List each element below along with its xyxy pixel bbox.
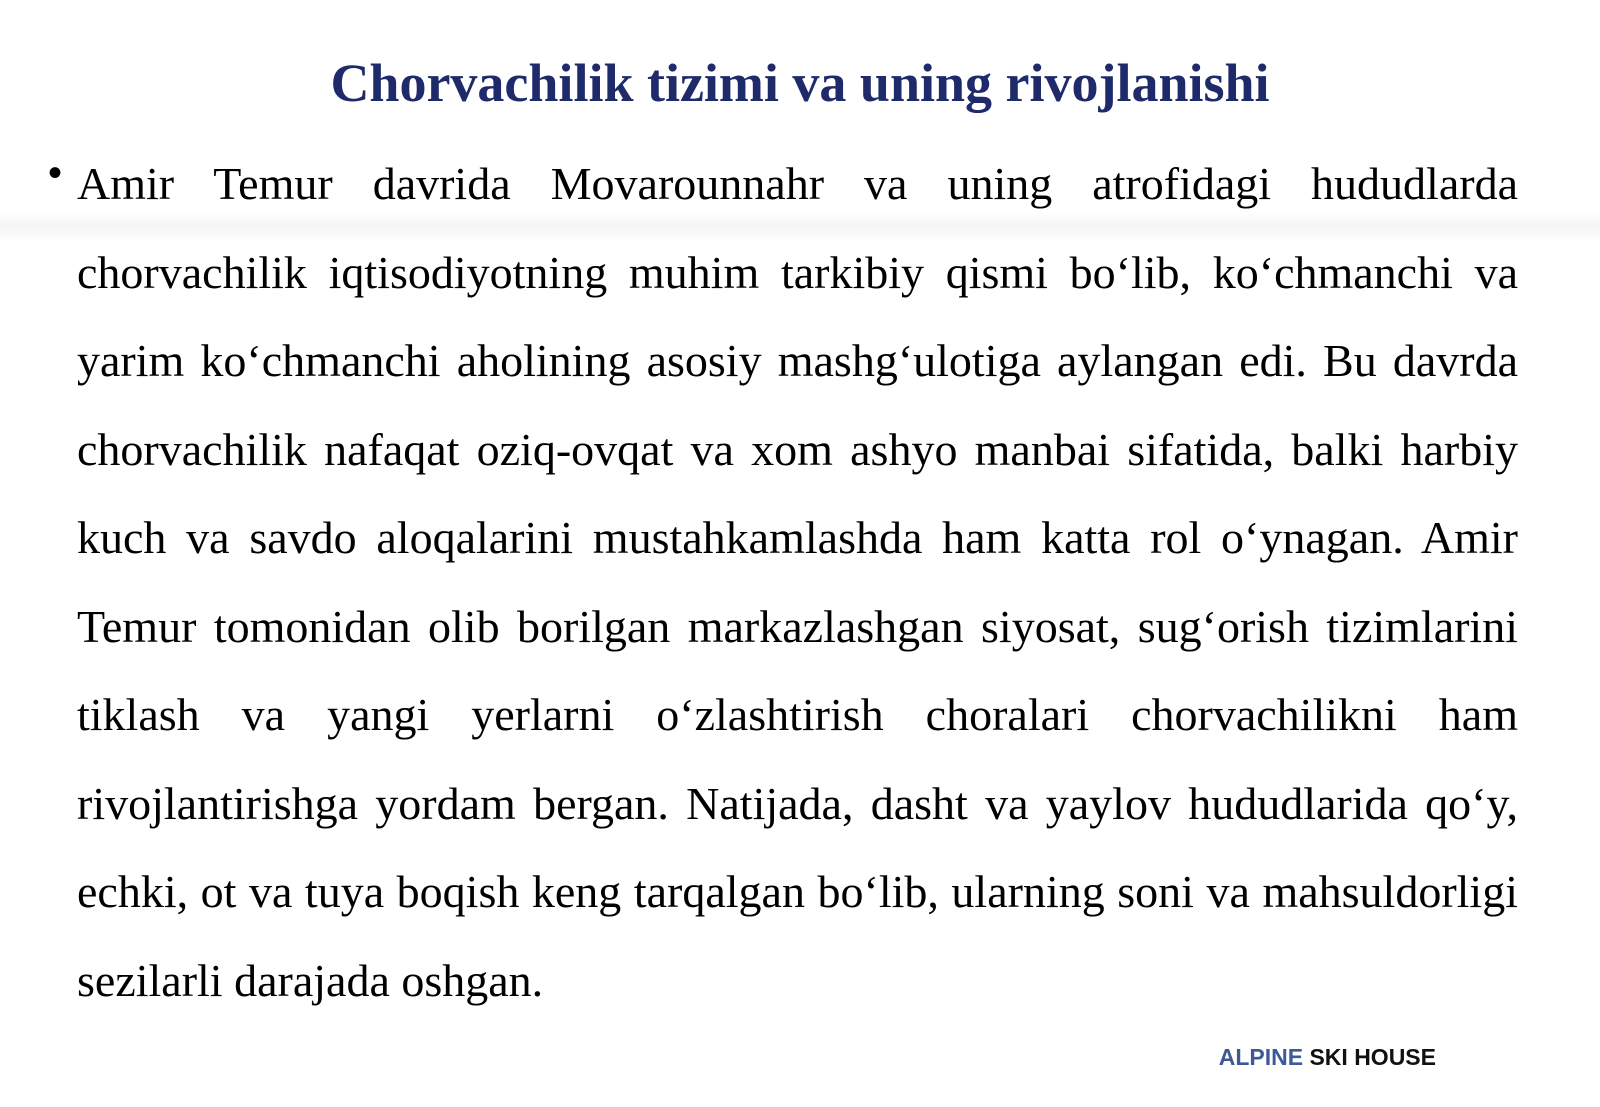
bullet-list xyxy=(48,150,1518,1025)
brand-accent-text: ALPINE xyxy=(1218,1044,1304,1070)
bullet-item xyxy=(48,140,1518,1025)
bullet-text: Amir Temur davrida Movarounnahr va uning atrofidagi hududlarda chorvachilik iqtisodiyotning muhim tarkibiy qismi bo‘lib, ko‘chmanchi va yarim ko‘chmanchi aholining asosiy mashg‘ulotiga aylangan edi. Bu davrda chorvachilik nafaqat oziq-ovqat va xom ashyo manbai sifatida, balki harbiy kuch va savdo aloqalarini mustahkamlashda ham katta rol o‘ynagan. Amir Temur tomonidan olib borilgan markazlashgan siyosat, sug‘orish tizimlarini tiklash va yangi yerlarni o‘zlashtirish choralari chorvachilikni ham rivojlantirishga yordam bergan. Natijada, dasht va yaylov hududlarida qo‘y, echki, ot va tuya boqish keng tarqalgan bo‘lib, ularning soni va mahsuldorligi sezilarli darajada oshgan. xyxy=(77,158,1518,1006)
slide-title: Chorvachilik tizimi va uning rivojlanishi xyxy=(330,53,1270,113)
brand-logo xyxy=(1219,1042,1436,1072)
bullet-marker: • xyxy=(48,151,63,195)
brand-main-text: SKI HOUSE xyxy=(1303,1044,1436,1070)
